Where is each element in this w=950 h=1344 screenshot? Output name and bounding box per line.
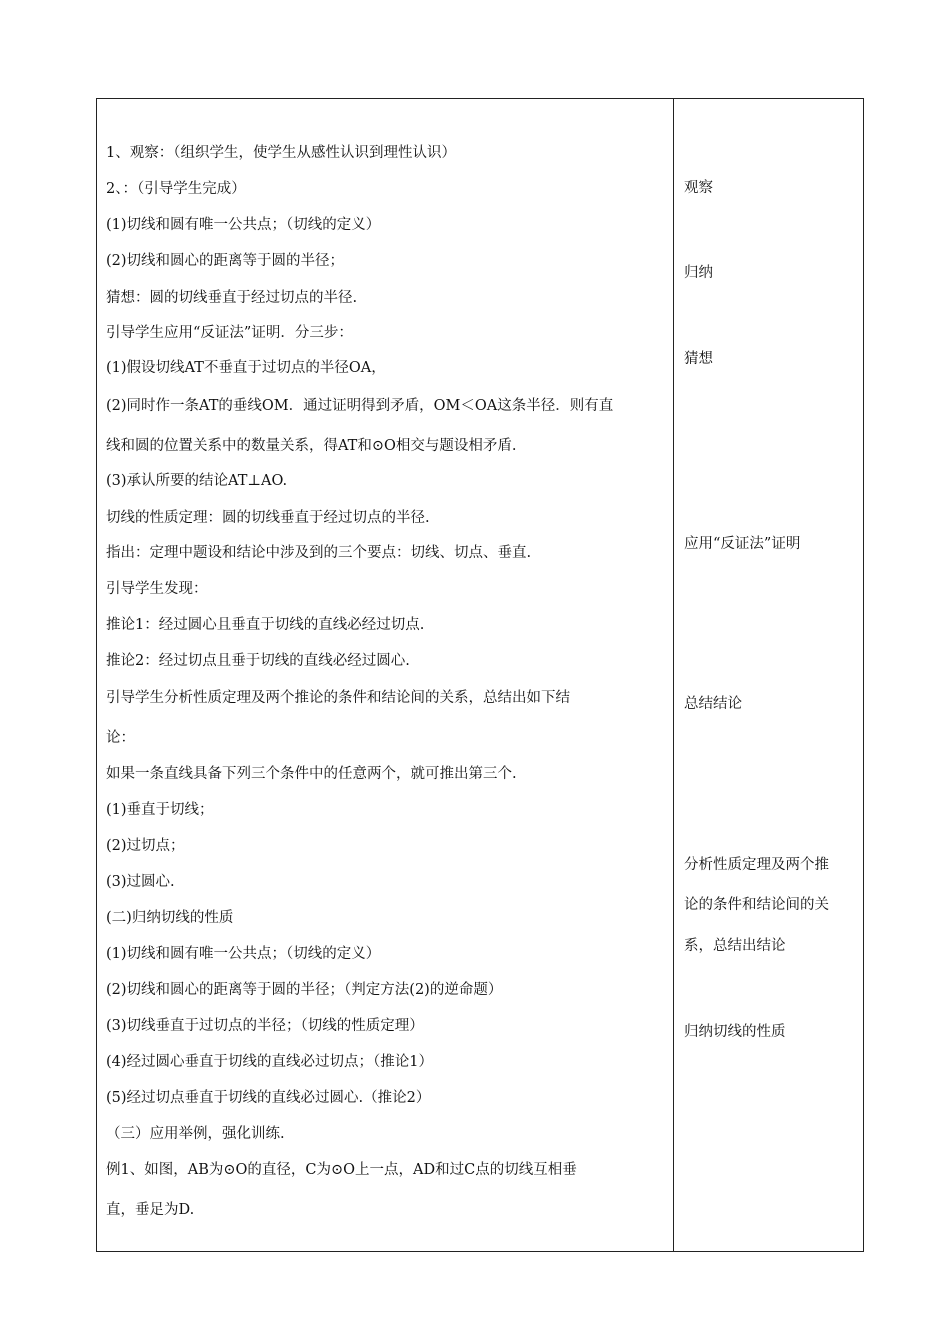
side-note: 归纳 bbox=[684, 265, 713, 281]
side-note: 应用“反证法”证明 bbox=[684, 536, 801, 552]
text-line: (4)经过圆心垂直于切线的直线必过切点；（推论1） bbox=[106, 1054, 434, 1070]
text-line: 引导学生应用“反证法”证明．分三步： bbox=[106, 325, 353, 341]
text-line: 引导学生分析性质定理及两个推论的条件和结论间的关系，总结出如下结 bbox=[106, 690, 570, 706]
text-line: (2)切线和圆心的距离等于圆的半径； bbox=[106, 253, 345, 269]
text-line: (2)过切点； bbox=[106, 838, 185, 854]
side-note: 归纳切线的性质 bbox=[684, 1024, 786, 1040]
text-line: (1)切线和圆有唯一公共点；（切线的定义） bbox=[106, 217, 381, 233]
text-line: 如果一条直线具备下列三个条件中的任意两个，就可推出第三个. bbox=[106, 766, 517, 782]
text-line: (2)切线和圆心的距离等于圆的半径；（判定方法(2)的逆命题） bbox=[106, 982, 503, 998]
side-note: 总结结论 bbox=[684, 696, 742, 712]
text-line: (2)同时作一条AT的垂线OM．通过证明得到矛盾，OM＜OA这条半径．则有直 bbox=[106, 398, 614, 414]
text-line: (二)归纳切线的性质 bbox=[106, 910, 234, 926]
text-line: 2、：（引导学生完成） bbox=[106, 181, 246, 197]
text-line: 引导学生发现： bbox=[106, 581, 208, 597]
text-line: (1)垂直于切线； bbox=[106, 802, 214, 818]
text-line: （三）应用举例，强化训练. bbox=[106, 1126, 285, 1142]
text-line: 例1、如图，AB为⊙O的直径，C为⊙O上一点，AD和过C点的切线互相垂 bbox=[106, 1162, 577, 1178]
text-line: (5)经过切点垂直于切线的直线必过圆心.（推论2） bbox=[106, 1090, 431, 1106]
side-note: 分析性质定理及两个推 bbox=[684, 857, 829, 873]
text-line: 论： bbox=[106, 730, 135, 746]
text-line: 猜想：圆的切线垂直于经过切点的半径. bbox=[106, 290, 358, 306]
text-line: 1、观察：（组织学生，使学生从感性认识到理性认识） bbox=[106, 145, 456, 161]
side-note: 猜想 bbox=[684, 351, 713, 367]
text-line: (3)承认所要的结论AT⊥AO. bbox=[106, 473, 288, 489]
text-line: (3)切线垂直于过切点的半径；（切线的性质定理） bbox=[106, 1018, 424, 1034]
text-line: 切线的性质定理：圆的切线垂直于经过切点的半径. bbox=[106, 510, 430, 526]
lesson-table bbox=[96, 98, 864, 1252]
text-line: 推论1：经过圆心且垂直于切线的直线必经过切点. bbox=[106, 617, 425, 633]
side-note: 观察 bbox=[684, 180, 713, 196]
text-line: (1)假设切线AT不垂直于过切点的半径OA， bbox=[106, 360, 386, 376]
text-line: 指出：定理中题设和结论中涉及到的三个要点：切线、切点、垂直. bbox=[106, 545, 532, 561]
text-line: (1)切线和圆有唯一公共点；（切线的定义） bbox=[106, 946, 381, 962]
side-note: 论的条件和结论间的关 bbox=[684, 897, 829, 913]
text-line: (3)过圆心. bbox=[106, 874, 175, 890]
side-note: 系，总结出结论 bbox=[684, 938, 786, 954]
text-line: 直，垂足为D. bbox=[106, 1202, 195, 1218]
text-line: 推论2：经过切点且垂于切线的直线必经过圆心. bbox=[106, 653, 410, 669]
column-divider bbox=[673, 99, 674, 1251]
text-line: 线和圆的位置关系中的数量关系，得AT和⊙O相交与题设相矛盾. bbox=[106, 438, 517, 454]
